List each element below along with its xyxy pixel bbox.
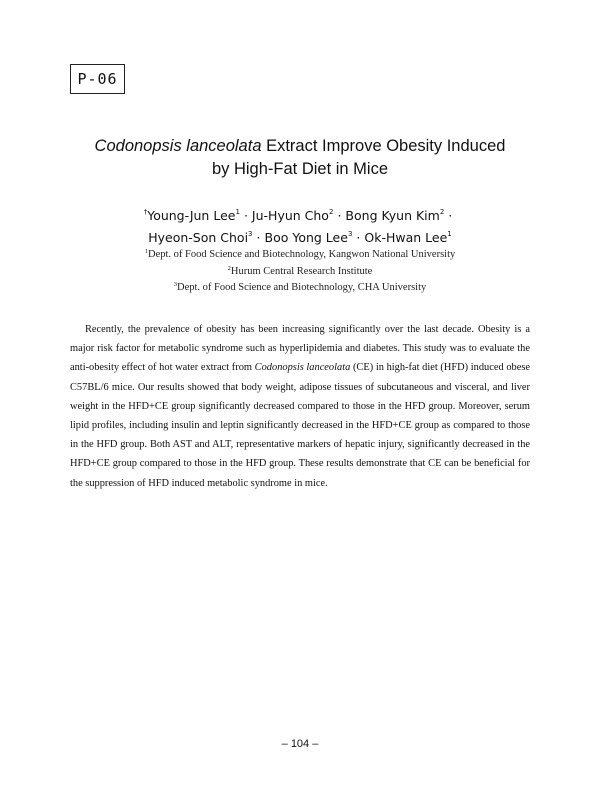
title-line-2: by High-Fat Diet in Mice xyxy=(211,160,389,178)
author-separator: · xyxy=(256,230,261,245)
author-name: Hyeon-Son Choi xyxy=(148,230,249,245)
affiliation-text: Dept. of Food Science and Biotechnology, CHA University xyxy=(177,282,427,293)
author-name: Boo Yong Lee xyxy=(264,230,348,245)
author-line-2 xyxy=(60,225,540,247)
affiliation-sup: 2 xyxy=(227,264,231,272)
author-list xyxy=(60,203,540,247)
abstract-text-part-1: Recently, the prevalence of obesity has been increasing significantly over the last decade. Obesity is a major risk factor for metabolic syndrome such as hyperlipidemia and diabetes. This study was to evaluate the anti-obesity effect of hot water extract from xyxy=(70,324,530,374)
affiliation-list xyxy=(60,245,540,295)
author-name: Bong Kyun Kim xyxy=(345,208,440,223)
affiliation-line xyxy=(60,245,540,262)
abstract-paragraph xyxy=(70,320,530,493)
affiliation-line xyxy=(60,262,540,279)
corresponding-dagger: † xyxy=(143,208,148,216)
author-affil-sup: 3 xyxy=(248,230,253,238)
author-separator: · xyxy=(448,208,453,223)
paper-title xyxy=(60,135,540,181)
affiliation-sup: 3 xyxy=(173,281,177,288)
author-line-1 xyxy=(60,203,540,225)
author-affil-sup: 2 xyxy=(328,208,334,216)
author-separator: · xyxy=(356,230,361,245)
author-affil-sup: 1 xyxy=(235,208,240,216)
affiliation-text: Dept. of Food Science and Biotechnology, Kangwon National University xyxy=(147,249,456,260)
abstract-text-part-2: (CE) in high-fat diet (HFD) induced obese C57BL/6 mice. Our results showed that body weight, adipose tissues of subcutaneous and visceral, and liver weight in the HFD+CE group significantly decreased compared to those in the HFD group. Moreover, serum lipid profiles, including insulin and leptin significantly decreased in the HFD+CE group as compared to those in the HFD group. Both AST and ALT, representative markers of hepatic injury, significantly decreased in the HFD+CE group compared to those in the HFD group. These results demonstrate that CE can be beneficial for the suppression of HFD induced metabolic syndrome in mice. xyxy=(70,362,530,489)
affiliation-text: Hurum Central Research Institute xyxy=(230,265,373,277)
author-name: Young-Jun Lee xyxy=(147,208,236,223)
page-number: – 104 – xyxy=(281,738,319,750)
affiliation-sup: 1 xyxy=(144,248,148,255)
author-affil-sup: 1 xyxy=(447,230,452,238)
abstract-species-name: Codonopsis lanceolata xyxy=(254,362,351,374)
title-line-1 xyxy=(60,135,540,158)
author-affil-sup: 3 xyxy=(347,230,353,238)
author-affil-sup: 2 xyxy=(439,208,445,216)
title-species-name: Codonopsis lanceolata xyxy=(94,137,262,155)
affiliation-line xyxy=(60,278,540,295)
author-name: Ok-Hwan Lee xyxy=(364,230,448,245)
author-separator: · xyxy=(243,208,248,223)
author-separator: · xyxy=(337,208,342,223)
title-line-1-rest: Extract Improve Obesity Induced xyxy=(261,137,506,155)
author-name: Ju-Hyun Cho xyxy=(251,208,329,223)
poster-id-badge: P-06 xyxy=(70,64,125,94)
